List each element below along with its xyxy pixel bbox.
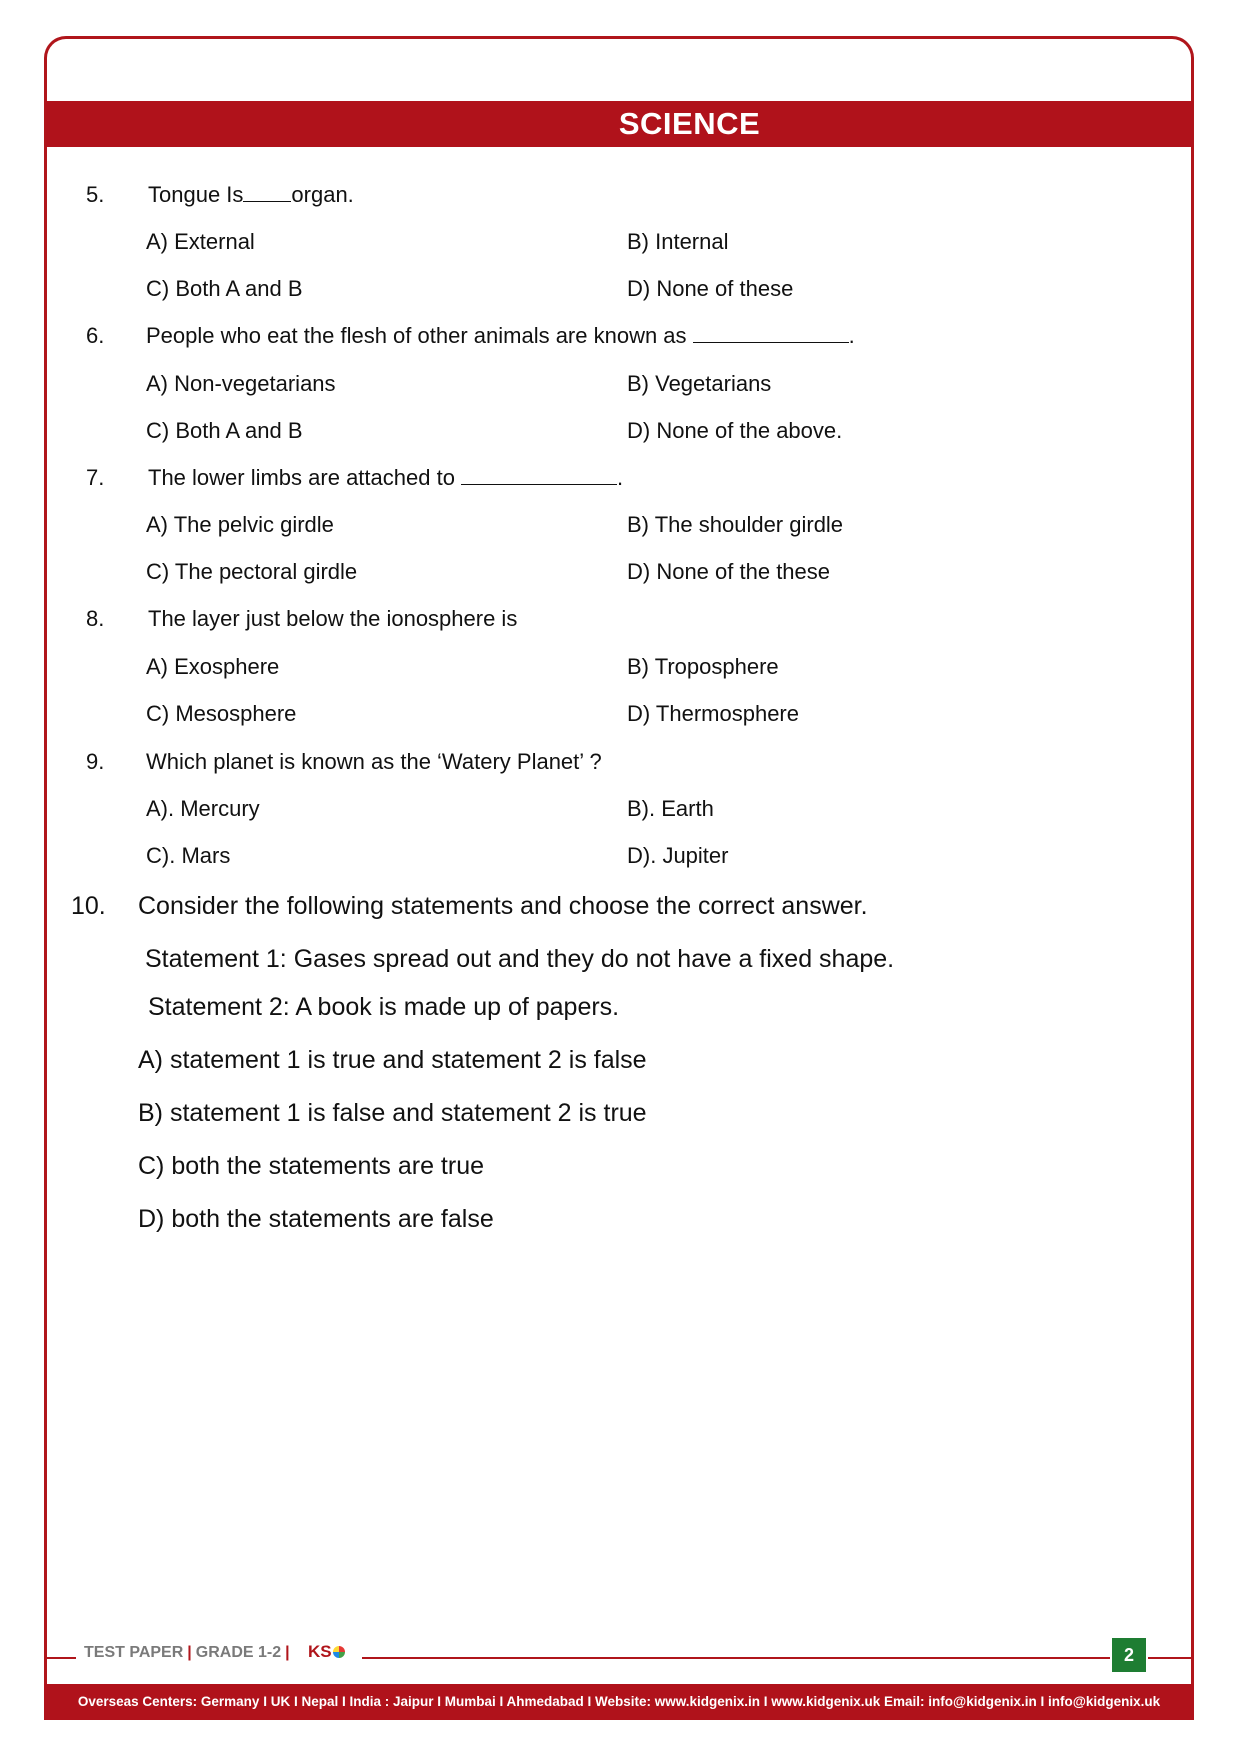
answer-blank — [693, 323, 849, 343]
page-title: SCIENCE — [618, 106, 761, 141]
contact-bar — [44, 1684, 1194, 1720]
question-number: 9. — [86, 749, 105, 774]
page-number: 2 — [1112, 1638, 1146, 1672]
question-text: The layer just below the ionosphere is — [148, 606, 518, 631]
option-d[interactable]: D) None of these — [627, 276, 794, 301]
statement-1: Statement 1: Gases spread out and they do not have a fixed shape. — [145, 945, 895, 973]
question-text: People who eat the flesh of other animals are known as . — [146, 323, 855, 348]
test-paper-label: TEST PAPER — [84, 1644, 184, 1661]
grade-label: GRADE — [195, 1644, 254, 1661]
option-d[interactable]: D) both the statements are false — [138, 1205, 494, 1233]
question-text: Tongue Is organ. — [148, 182, 354, 207]
footer-rule-right — [1148, 1657, 1192, 1659]
brand-logo: KS — [308, 1642, 345, 1662]
header-banner — [46, 101, 1193, 147]
question-number: 7. — [86, 465, 105, 490]
question-text: Consider the following statements and choose the correct answer. — [138, 892, 868, 920]
question-number: 5. — [86, 182, 105, 207]
option-b[interactable]: B) Troposphere — [627, 654, 779, 679]
option-a[interactable]: A) Non-vegetarians — [146, 371, 336, 396]
logo-globe-icon — [333, 1646, 345, 1658]
option-b[interactable]: B) Vegetarians — [627, 371, 772, 396]
question-text: The lower limbs are attached to . — [148, 465, 624, 490]
option-c[interactable]: C) The pectoral girdle — [146, 559, 358, 584]
answer-blank — [243, 182, 291, 202]
option-b[interactable]: B) Internal — [627, 229, 729, 254]
answer-blank — [461, 465, 617, 485]
option-c[interactable]: C) Both A and B — [146, 418, 303, 443]
option-c[interactable]: C). Mars — [146, 843, 231, 868]
option-c[interactable]: C) both the statements are true — [138, 1152, 485, 1180]
option-b[interactable]: B). Earth — [627, 796, 714, 821]
grade-value: 1-2 — [258, 1644, 282, 1661]
option-c[interactable]: C) Both A and B — [146, 276, 303, 301]
footer-rule-middle — [362, 1657, 1110, 1659]
option-a[interactable]: A) The pelvic girdle — [146, 512, 334, 537]
centers-info: Overseas Centers: Germany I UK I Nepal I India : Jaipur I Mumbai I Ahmedabad I Website: www.kidgenix.in I www.kidgenix.uk Email: info@kidgenix.in I info@kidgenix.uk — [77, 1694, 1161, 1709]
option-a[interactable]: A) statement 1 is true and statement 2 is false — [138, 1046, 647, 1074]
statement-2: Statement 2: A book is made up of papers. — [148, 993, 620, 1021]
question-number: 10. — [71, 892, 106, 920]
footer-label: TEST PAPER | GRADE 1-2 | — [84, 1644, 290, 1661]
option-a[interactable]: A) External — [146, 229, 255, 254]
question-number: 8. — [86, 606, 105, 631]
option-d[interactable]: D) None of the above. — [627, 418, 843, 443]
footer-rule-left — [44, 1657, 76, 1659]
question-text: Which planet is known as the ‘Watery Planet’ ? — [146, 749, 602, 774]
option-b[interactable]: B) The shoulder girdle — [627, 512, 844, 537]
question-number: 6. — [86, 323, 105, 348]
option-d[interactable]: D) None of the these — [627, 559, 831, 584]
option-a[interactable]: A) Exosphere — [146, 654, 280, 679]
option-d[interactable]: D) Thermosphere — [627, 701, 799, 726]
option-b[interactable]: B) statement 1 is false and statement 2 is true — [138, 1099, 647, 1127]
option-c[interactable]: C) Mesosphere — [146, 701, 297, 726]
option-a[interactable]: A). Mercury — [146, 796, 260, 821]
option-d[interactable]: D). Jupiter — [627, 843, 729, 868]
